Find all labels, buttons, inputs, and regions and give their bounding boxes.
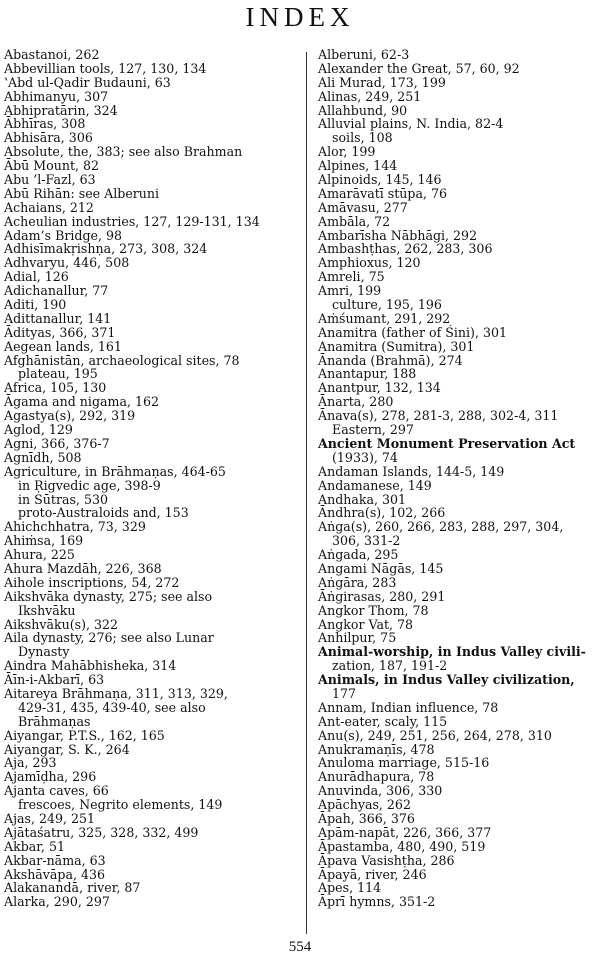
index-entry: Alinas, 249, 251 [318, 88, 422, 104]
index-entry: Aṅgāra, 283 [318, 574, 397, 590]
index-entry: ʽAbd ul-Qadir Budauni, 63 [4, 74, 171, 90]
index-entry: Aila dynasty, 276; see also Lunar [4, 630, 214, 646]
index-entry: Anuvinda, 306, 330 [318, 783, 443, 799]
index-entry: Agriculture, in Brāhmaṇas, 464-65 [4, 463, 226, 479]
index-entry: Alakanandā, river, 87 [4, 880, 141, 896]
index-subentry: proto-Australoids and, 153 [18, 505, 189, 521]
index-entry: Aṅga(s), 260, 266, 283, 288, 297, 304, [318, 519, 564, 535]
index-entry: Anantapur, 188 [318, 366, 417, 382]
index-column-right [318, 48, 600, 909]
index-entry: Ali Murad, 173, 199 [318, 74, 446, 90]
index-entry: Allahbund, 90 [318, 102, 408, 118]
index-entry: Amarāvatī stūpa, 76 [318, 185, 448, 201]
index-entry: Ajamīḍha, 296 [4, 769, 97, 785]
index-entry: Ānarta, 280 [318, 394, 394, 410]
index-entry: Aglod, 129 [4, 422, 73, 438]
index-entry: Alluvial plains, N. India, 82-4 [318, 116, 504, 132]
index-entry: Āprī hymns, 351-2 [318, 894, 436, 910]
index-entry: Andhaka, 301 [318, 491, 407, 507]
index-entry: Anu(s), 249, 251, 256, 264, 278, 310 [318, 727, 552, 743]
index-entry: Anamitra (Sumitra), 301 [318, 338, 475, 354]
index-entry-continuation: 429-31, 435, 439-40, see also [18, 699, 206, 715]
index-entry: Afghānistān, archaeological sites, 78 [4, 352, 240, 368]
index-entry: Agni, 366, 376-7 [4, 435, 110, 451]
index-entry: Anamitra (father of Śini), 301 [318, 324, 508, 340]
index-entry: Aṁśumant, 291, 292 [318, 310, 451, 326]
index-entry: Akshāvāpa, 436 [4, 866, 106, 882]
index-entry: Aikshvāku(s), 322 [4, 616, 119, 632]
index-subentry: frescoes, Negrito elements, 149 [18, 797, 223, 813]
index-entry: Apāchyas, 262 [318, 797, 411, 813]
index-entry: Agastya(s), 292, 319 [4, 408, 136, 424]
index-entry: Angkor Thom, 78 [318, 602, 429, 618]
index-entry-continuation: 177 [332, 685, 357, 701]
index-entry: Āpayā, river, 246 [318, 866, 427, 882]
index-entry: Africa, 105, 130 [4, 380, 107, 396]
index-entry-continuation: Dynasty [18, 644, 70, 660]
index-subentry: plateau, 195 [18, 366, 98, 382]
index-entry: Ahura, 225 [4, 547, 75, 563]
index-entry: Ānanda (Brahmā), 274 [318, 352, 463, 368]
index-entry: Abhisāra, 306 [4, 130, 93, 146]
index-entry: Aiyangar, P.T.S., 162, 165 [4, 727, 165, 743]
column-divider [306, 52, 307, 934]
index-entry: Acheulian industries, 127, 129-131, 134 [4, 213, 260, 229]
index-entry: Ajātaśatru, 325, 328, 332, 499 [4, 824, 199, 840]
index-entry: Adhvaryu, 446, 508 [4, 255, 130, 271]
index-entry: Akbar-nāma, 63 [4, 852, 106, 868]
index-entry: Āgama and nigama, 162 [4, 394, 160, 410]
index-entry: Angami Nāgās, 145 [318, 560, 444, 576]
index-entry: Ābū Mount, 82 [4, 158, 100, 174]
index-entry-continuation: zation, 187, 191-2 [332, 658, 448, 674]
index-entry: Abhimanyu, 307 [4, 88, 109, 104]
index-entry: Ābhīras, 308 [4, 116, 86, 132]
index-entry: Ajanta caves, 66 [4, 783, 109, 799]
index-entry: Angkor Vat, 78 [318, 616, 414, 632]
index-entry: Amri, 199 [318, 283, 382, 299]
index-entry: Alarka, 290, 297 [4, 894, 110, 910]
index-entry-continuation: Brāhmaṇas [18, 713, 91, 729]
index-entry: Aihole inscriptions, 54, 272 [4, 574, 180, 590]
index-entry: Anurādhapura, 78 [318, 769, 435, 785]
index-entry: Animal-worship, in Indus Valley civili- [318, 644, 586, 660]
index-entry: Aitareya Brāhmaṇa, 311, 313, 329, [4, 685, 228, 701]
index-entry: Andaman Islands, 144-5, 149 [318, 463, 505, 479]
page-title: INDEX [245, 2, 355, 32]
index-entry: Akbar, 51 [4, 838, 65, 854]
index-entry: Alpinoids, 145, 146 [318, 172, 442, 188]
index-entry: Alpines, 144 [318, 158, 398, 174]
index-entry: Abu ’l-Fazl, 63 [4, 172, 96, 188]
index-entry: Apām-napāt, 226, 366, 377 [318, 824, 492, 840]
index-entry: Āṅgirasas, 280, 291 [318, 588, 446, 604]
index-entry: Absolute, the, 383; see also Brahman [4, 144, 243, 160]
index-entry: Anukramaṇīs, 478 [318, 741, 435, 757]
index-entry: Āndhra(s), 102, 266 [318, 505, 446, 521]
index-entry: Adial, 126 [4, 269, 69, 285]
index-column-left [4, 48, 294, 909]
index-entry: Alor, 199 [318, 144, 376, 160]
index-entry: Ajas, 249, 251 [4, 810, 96, 826]
index-entry: Amāvasu, 277 [318, 199, 408, 215]
index-entry: Ambarīsha Nābhāgi, 292 [318, 227, 478, 243]
index-entry: Aṅgada, 295 [318, 547, 399, 563]
index-entry: Animals, in Indus Valley civilization, [318, 672, 575, 688]
index-entry: Alexander the Great, 57, 60, 92 [318, 60, 520, 76]
index-subentry: culture, 195, 196 [332, 297, 442, 313]
index-entry: Abbevillian tools, 127, 130, 134 [4, 60, 207, 76]
index-entry: Adhisīmakṛishṇa, 273, 308, 324 [4, 241, 208, 257]
index-entry: Ānava(s), 278, 281-3, 288, 302-4, 311 [318, 408, 559, 424]
index-entry: Āpastamba, 480, 490, 519 [318, 838, 486, 854]
index-entry: Āpava Vasishṭha, 286 [318, 852, 455, 868]
index-entry: Anuloma marriage, 515-16 [318, 755, 490, 771]
index-entry: Aja, 293 [4, 755, 57, 771]
index-entry: Āpah, 366, 376 [318, 810, 415, 826]
index-subentry: soils, 108 [332, 130, 393, 146]
index-entry-continuation: (1933), 74 [332, 449, 398, 465]
index-entry: Ant-eater, scaly, 115 [318, 713, 448, 729]
index-entry: Aiyangar, S. K., 264 [4, 741, 130, 757]
index-entry: Aegean lands, 161 [4, 338, 122, 354]
index-entry: Andamanese, 149 [318, 477, 432, 493]
index-entry: Abhipratārin, 324 [4, 102, 118, 118]
index-entry: Anhilpur, 75 [318, 630, 397, 646]
index-entry: Achaians, 212 [4, 199, 94, 215]
index-entry: Adam’s Bridge, 98 [4, 227, 122, 243]
index-entry: Alberuni, 62-3 [318, 47, 410, 62]
index-entry: Abastanoi, 262 [4, 47, 100, 62]
index-entry-continuation: 306, 331-2 [332, 533, 401, 549]
index-entry: Agnīdh, 508 [4, 449, 82, 465]
index-entry: Anantpur, 132, 134 [318, 380, 441, 396]
index-entry: Ambāla, 72 [318, 213, 391, 229]
index-entry: Āīn-i-Akbarī, 63 [4, 672, 105, 688]
index-entry: Ahichchhatra, 73, 329 [4, 519, 146, 535]
index-subentry: Eastern, 297 [332, 422, 414, 438]
index-entry: Apes, 114 [318, 880, 382, 896]
index-entry-continuation: Ikshvāku [18, 602, 76, 618]
index-entry: Adichanallur, 77 [4, 283, 109, 299]
index-entry: Amreli, 75 [318, 269, 385, 285]
page-number: 554 [288, 939, 312, 955]
index-entry: Ahiṁsa, 169 [4, 533, 84, 549]
index-subentry: in Sūtras, 530 [18, 491, 108, 507]
index-entry: Aikshvāka dynasty, 275; see also [4, 588, 213, 604]
index-entry: Amphioxus, 120 [318, 255, 421, 271]
index-entry: Adittanallur, 141 [4, 310, 112, 326]
index-entry: Ancient Monument Preservation Act [318, 435, 576, 451]
index-entry: Abū Rihān: see Alberuni [4, 185, 160, 201]
index-entry: Ambashṭhas, 262, 283, 306 [318, 241, 493, 257]
index-entry: Ahura Mazdāh, 226, 368 [4, 560, 162, 576]
index-entry: Aindra Mahābhisheka, 314 [4, 658, 177, 674]
index-entry: Annam, Indian influence, 78 [318, 699, 499, 715]
index-entry: Aditi, 190 [4, 297, 67, 313]
index-subentry: in Ṛigvedic age, 398-9 [18, 477, 161, 493]
index-entry: Ādityas, 366, 371 [4, 324, 116, 340]
